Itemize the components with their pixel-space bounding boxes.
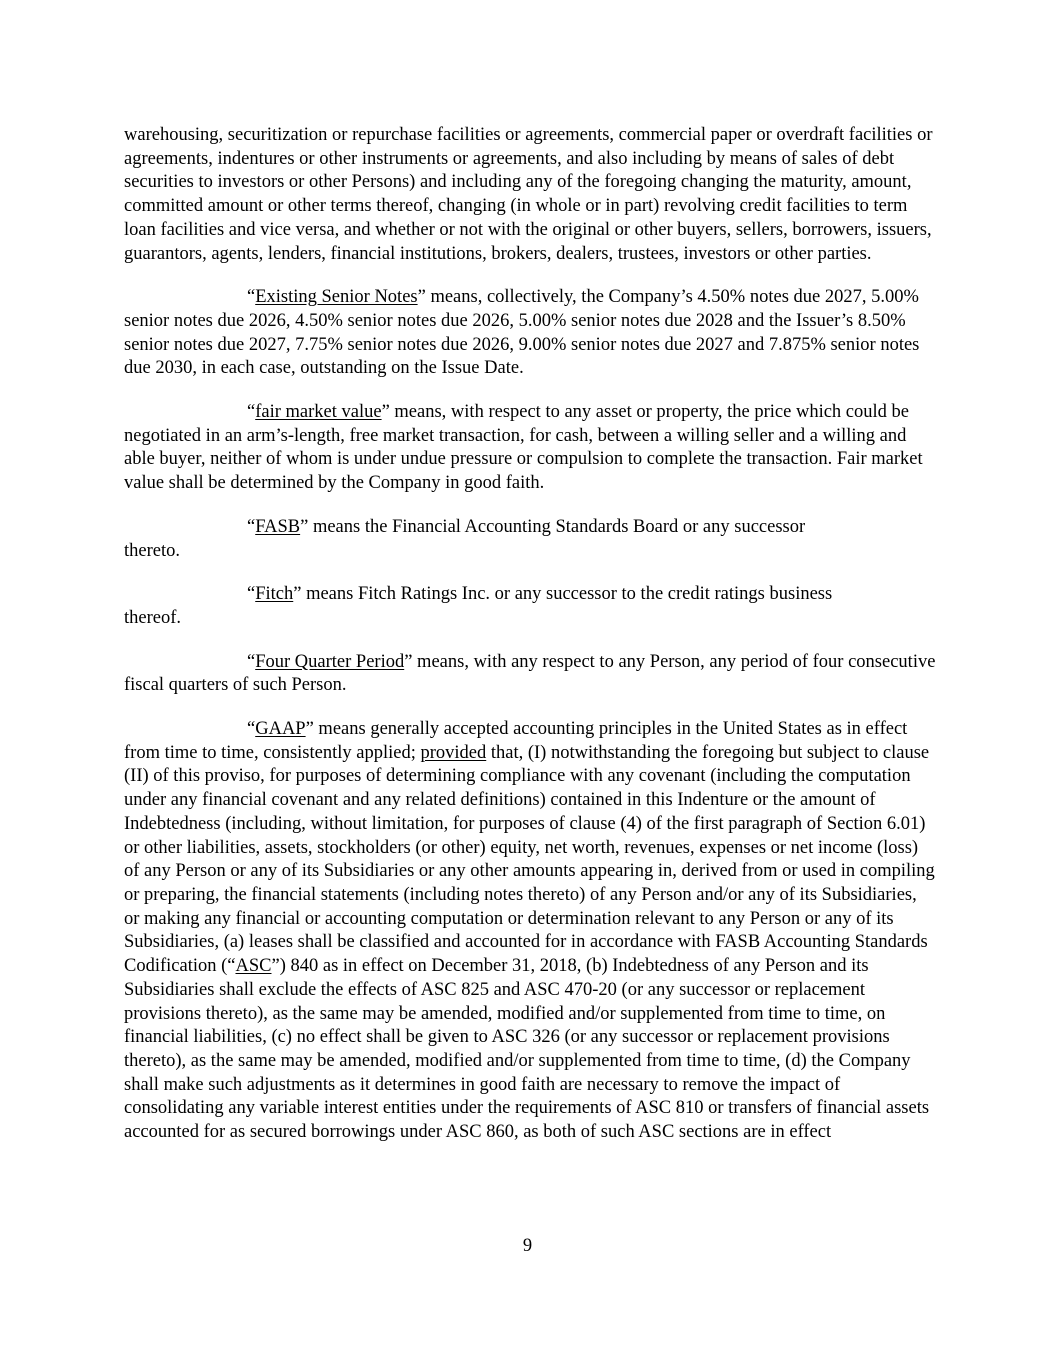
defined-term: Four Quarter Period	[255, 651, 405, 672]
definition-gaap: “GAAP” means generally accepted accounting principles in the United States as in effect from time to time, consistently applied; provided that, (I) notwithstanding the foregoing but subject to clause (II) of this proviso, for purposes of determining compliance with any covenant (including the computation under any financial covenant and any related definitions) contained in this Indenture or the amount of Indebtedness (including, without limitation, for purposes of clause (4) of the first paragraph of Section 6.01) or other liabilities, assets, stockholders (or other) equity, net worth, revenues, expenses or net income (loss) of any Person or any of its Subsidiaries or any other amounts appearing in, derived from or used in compiling or preparing, the financial statements (including notes thereto) of any Person and/or any of its Subsidiaries, or making any financial or accounting computation or determination relevant to any Person or any of its Subsidiaries, (a) leases shall be classified and accounted for in accordance with FASB Accounting Standards Codification (“ASC”) 840 as in effect on December 31, 2018, (b) Indebtedness of any Person and its Subsidiaries shall exclude the effects of ASC 825 and ASC 470-20 (or any successor or replacement provisions thereto), as the same may be amended, modified and/or supplemented from time to time, on financial liabilities, (c) no effect shall be given to ASC 326 (or any successor or replacement provisions thereto), as the same may be amended, modified and/or supplemented from time to time, (d) the Company shall make such adjustments as it determines in good faith are necessary to remove the impact of consolidating any variable interest entities under the requirements of ASC 810 or transfers of financial assets accounted for as secured borrowings under ASC 860, as both of such ASC sections are in effect	[124, 719, 935, 1143]
defined-term: Existing Senior Notes	[255, 287, 418, 308]
paragraph-intro: warehousing, securitization or repurchase facilities or agreements, commercial paper or overdraft facilities or agreements, indentures or other instruments or agreements, and also including by means of sales of debt securities to investors or other Persons) and including any of the foregoing changing the maturity, amount, committed amount or other terms thereof, changing (in whole or in part) revolving credit facilities to term loan facilities and vice versa, and whether or not with the original or other buyers, sellers, borrowers, issuers, guarantors, agents, lenders, financial institutions, brokers, dealers, trustees, investors or other parties.	[124, 125, 933, 264]
page-number: 9	[522, 1236, 533, 1256]
definition-fasb: “FASB” means the Financial Accounting Standards Board or any successor thereto.	[124, 516, 806, 561]
definition-fair-market-value: “fair market value” means, with respect to any asset or property, the price which could be negotiated in an arm’s-length, free market transaction, for cash, between a willing seller and a willing and able buyer, neither of whom is under undue pressure or compulsion to complete the transaction. Fair market value shall be determined by the Company in good faith.	[124, 402, 923, 494]
defined-term: FASB	[255, 516, 301, 537]
defined-term: GAAP	[255, 719, 306, 740]
asc-term: ASC	[235, 956, 272, 977]
definition-existing-senior-notes: “Existing Senior Notes” means, collectively, the Company’s 4.50% notes due 2027, 5.00% senior notes due 2026, 4.50% senior notes due 2026, 5.00% senior notes due 2028 and the Issuer’s 8.50% senior notes due 2027, 7.75% senior notes due 2026, 9.00% senior notes due 2027 and 7.875% senior notes due 2030, in each case, outstanding on the Issue Date.	[124, 287, 920, 379]
defined-term: fair market value	[255, 402, 382, 423]
provided-term: provided	[420, 742, 487, 763]
definition-fitch: “Fitch” means Fitch Ratings Inc. or any successor to the credit ratings business thereof.	[124, 584, 833, 628]
definition-four-quarter-period: “Four Quarter Period” means, with any respect to any Person, any period of four consecutive fiscal quarters of such Person.	[124, 651, 936, 696]
defined-term: Fitch	[255, 584, 294, 605]
document-page	[124, 124, 936, 1145]
